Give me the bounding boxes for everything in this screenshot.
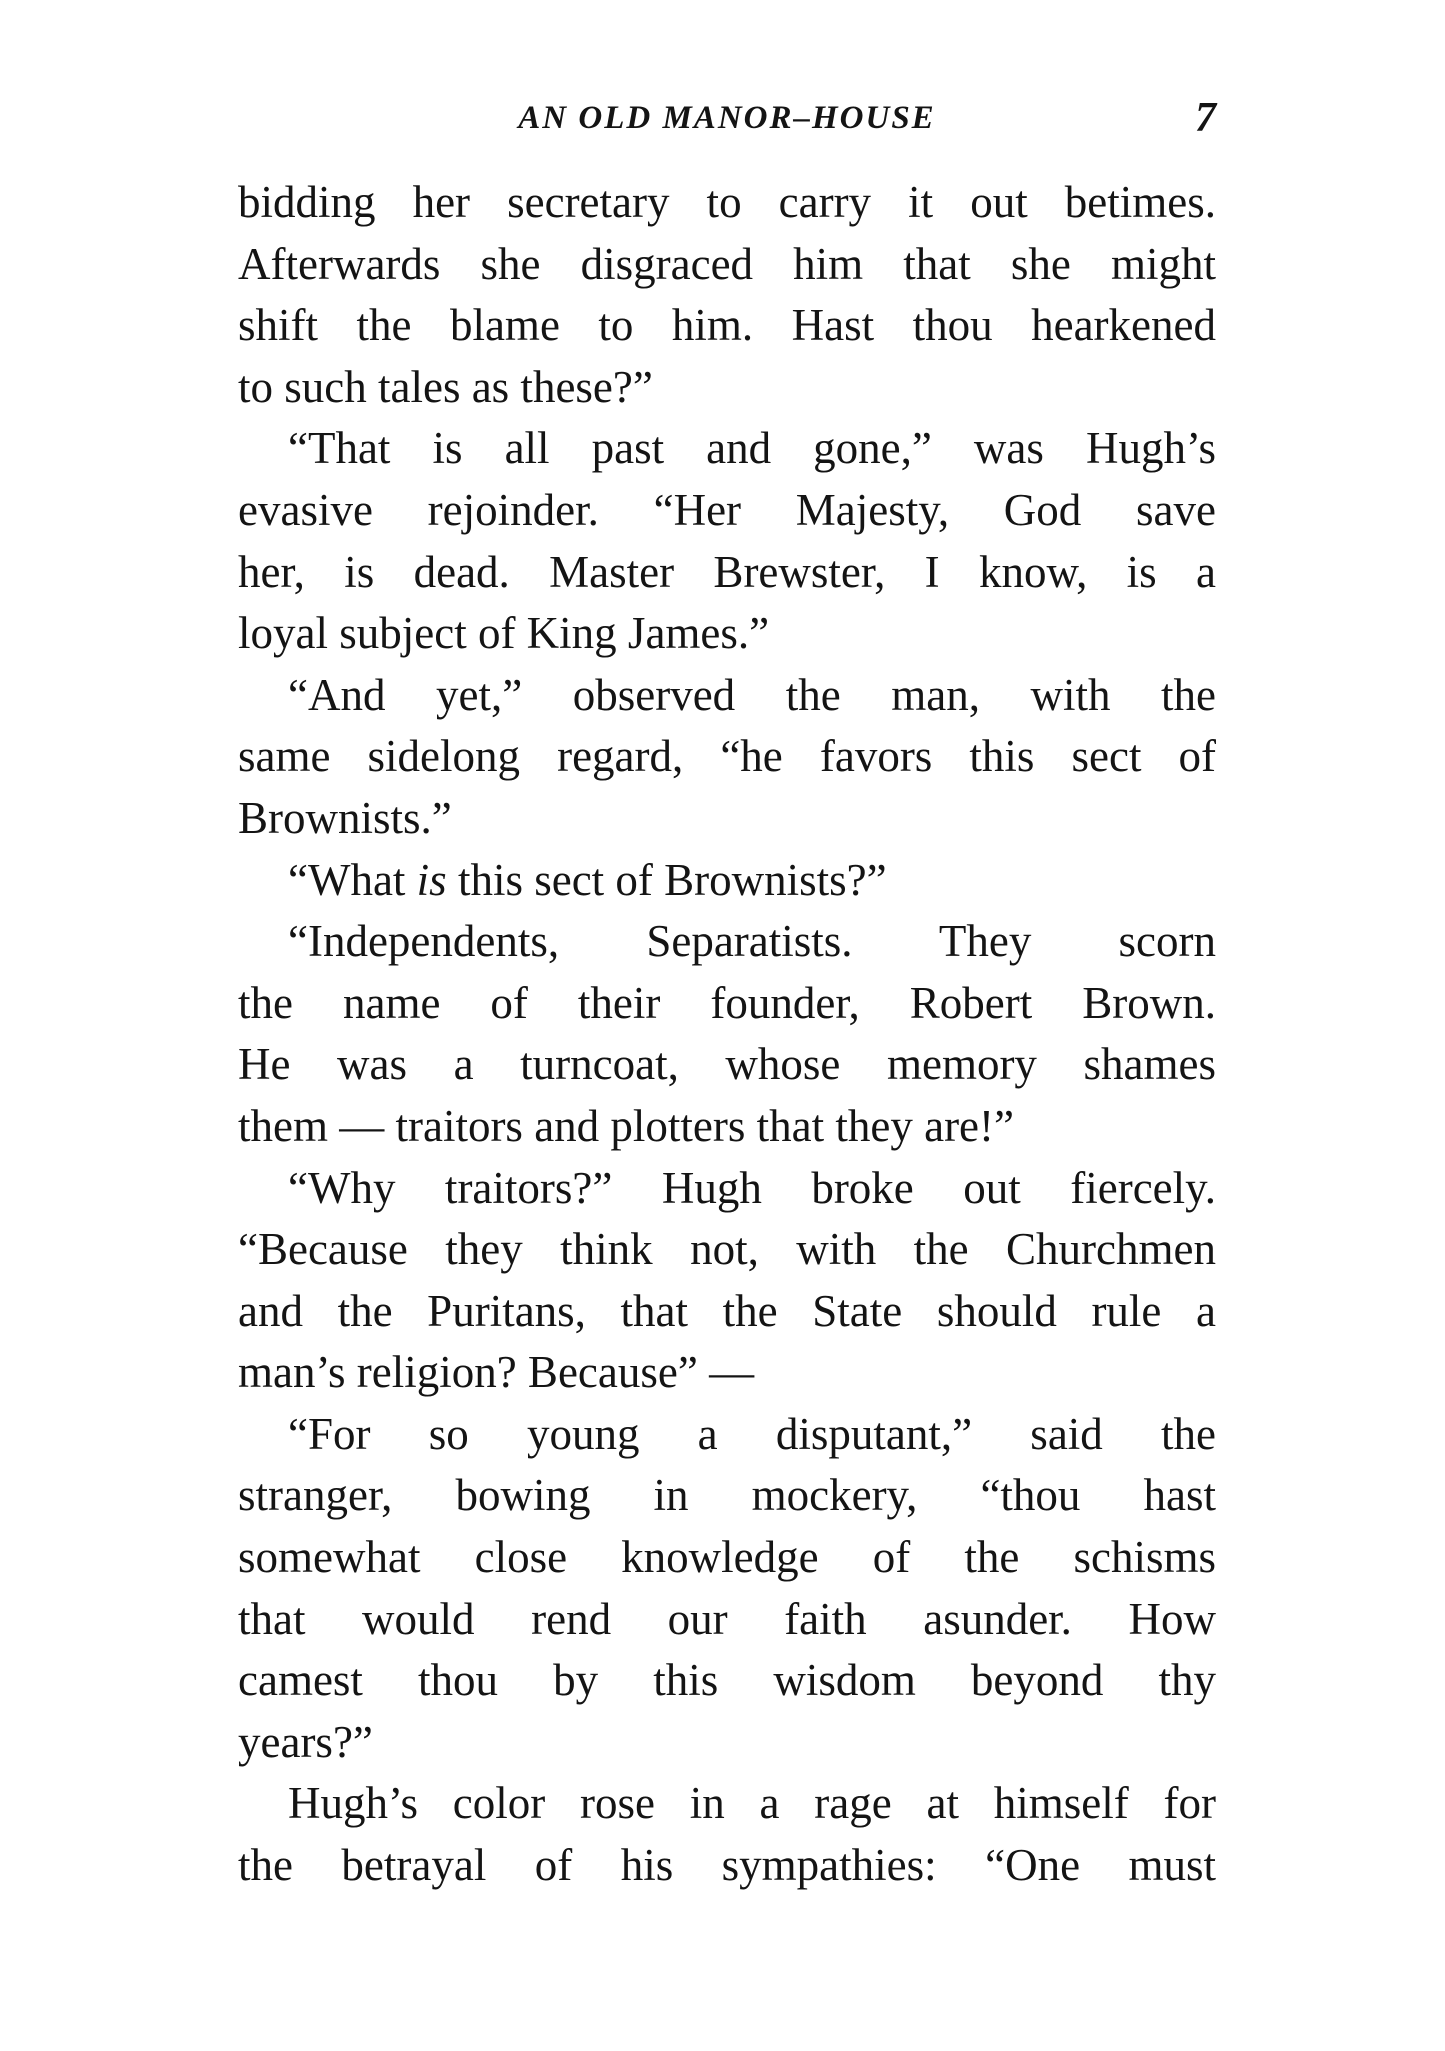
text-line: He was a turncoat, whose memory shames bbox=[238, 1039, 1216, 1090]
text-fragment: this sect of Brownists?” bbox=[446, 854, 887, 905]
text-line: camest thou by this wisdom beyond thy bbox=[238, 1655, 1216, 1706]
text-line: “And yet,” observed the man, with the bbox=[288, 669, 1216, 720]
text-line: Hugh’s color rose in a rage at himself for bbox=[288, 1778, 1216, 1829]
text-line-with-italic bbox=[238, 850, 1216, 912]
text-line: “That is all past and gone,” was Hugh’s bbox=[288, 423, 1216, 474]
text-line: the name of their founder, Robert Brown. bbox=[238, 977, 1216, 1028]
text-line: Brownists.” bbox=[238, 792, 452, 843]
text-line: years?” bbox=[238, 1716, 373, 1767]
running-title: AN OLD MANOR–HOUSE bbox=[518, 100, 936, 136]
text-line: somewhat close knowledge of the schisms bbox=[238, 1532, 1216, 1583]
text-line: the betrayal of his sympathies: “One must bbox=[238, 1840, 1216, 1891]
text-line: loyal subject of King James.” bbox=[238, 608, 770, 659]
text-line: stranger, bowing in mockery, “thou hast bbox=[238, 1470, 1216, 1521]
text-line: Afterwards she disgraced him that she might bbox=[238, 238, 1216, 289]
text-line: same sidelong regard, “he favors this sect of bbox=[238, 731, 1216, 782]
text-line: “Why traitors?” Hugh broke out fiercely. bbox=[288, 1162, 1216, 1213]
text-line: “Independents, Separatists. They scorn bbox=[288, 916, 1216, 967]
text-line: them — traitors and plotters that they are!” bbox=[238, 1100, 1014, 1151]
text-line: shift the blame to him. Hast thou hearkened bbox=[238, 300, 1216, 351]
running-head bbox=[238, 95, 1216, 150]
text-line: bidding her secretary to carry it out betimes. bbox=[238, 177, 1216, 227]
italic-word: is bbox=[416, 854, 447, 905]
text-line: to such tales as these?” bbox=[238, 361, 653, 412]
text-line: her, is dead. Master Brewster, I know, is a bbox=[238, 546, 1216, 597]
text-line: “Because they think not, with the Churchmen bbox=[238, 1224, 1216, 1275]
text-line: man’s religion? Because” — bbox=[238, 1347, 755, 1398]
text-line: evasive rejoinder. “Her Majesty, God save bbox=[238, 484, 1216, 535]
text-fragment: “What bbox=[288, 854, 417, 905]
body-text bbox=[238, 172, 1216, 1897]
page-number: 7 bbox=[1195, 95, 1216, 141]
text-line: and the Puritans, that the State should rule a bbox=[238, 1285, 1216, 1336]
text-line: “For so young a disputant,” said the bbox=[288, 1408, 1216, 1459]
text-line: that would rend our faith asunder. How bbox=[238, 1593, 1216, 1644]
